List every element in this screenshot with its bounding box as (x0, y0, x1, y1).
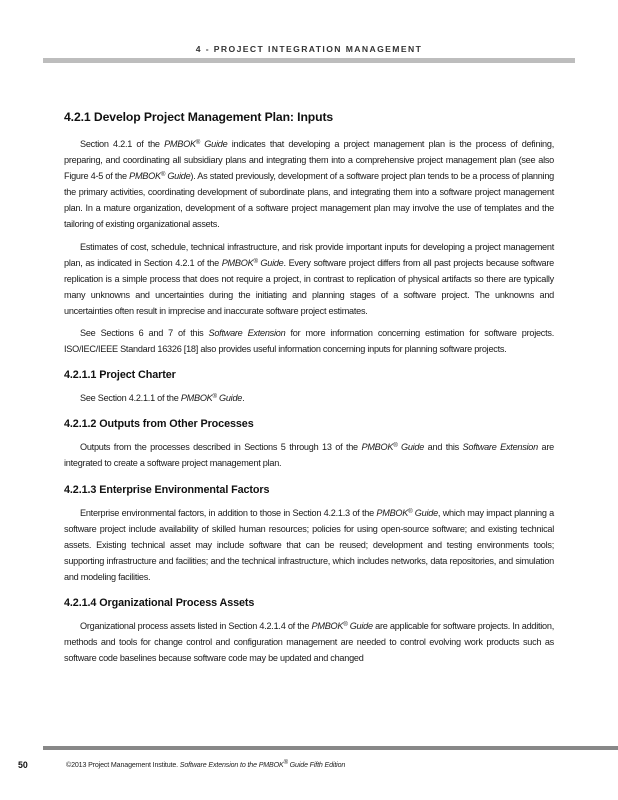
paragraph-project-charter: See Section 4.2.1.1 of the PMBOK® Guide. (80, 393, 245, 404)
paragraph-opa: Organizational process assets listed in Section 4.2.1.4 of the PMBOK® Guide are applicable for software projects. In addition, methods and tools for change control and configuration management are needed to control evolving work products such as software code baselines because software code may be updated and changed (64, 620, 554, 664)
paragraph-outputs: Outputs from the processes described in Sections 5 through 13 of the PMBOK® Guide and this Software Extension are integrated to create a software project management plan. (64, 442, 554, 469)
subsection-title-opa: 4.2.1.4 Organizational Process Assets (64, 596, 255, 609)
section-title: 4.2.1 Develop Project Management Plan: Inputs (64, 110, 334, 124)
paragraph-1: Section 4.2.1 of the PMBOK® Guide indicates that developing a project management plan is the process of defining, preparing, and coordinating all subsidiary plans and integrating them into a comprehensive project management plan (see also Figure 4-5 of the PMBOK® Guide). As stated previously, development of a software project plan tends to be a process of planning the primary activities, coordinating development of subordinate plans, and integrating them into a software project management plan. In a mature organization, development of a software project management plan may involve the use of templates and the tailoring of existing organizational assets. (64, 139, 554, 230)
paragraph-3: See Sections 6 and 7 of this Software Extension for more information concerning estimation for software projects. ISO/IEC/IEEE Standard 16326 [18] also provides useful information concerning inputs for planning software projects. (64, 328, 554, 355)
footer-rule (43, 746, 618, 750)
page-content (64, 110, 554, 672)
subsection-title-outputs: 4.2.1.2 Outputs from Other Processes (64, 418, 254, 431)
page-number: 50 (18, 760, 28, 770)
subsection-title-project-charter: 4.2.1.1 Project Charter (64, 369, 176, 382)
running-head: 4 - PROJECT INTEGRATION MANAGEMENT (195, 44, 423, 54)
header-rule (43, 58, 575, 63)
paragraph-eef: Enterprise environmental factors, in addition to those in Section 4.2.1.3 of the PMBOK® Guide, which may impact planning a software project include availability of skilled human resources; policies for using open-source software; and existing technical assets. Existing technical asset may include software that can be reused; development and testing environments tools; supporting infrastructure and facilities; and the technical infrastructure, which includes networks, data repositories, and simulation and modeling facilities. (64, 507, 555, 582)
subsection-title-eef: 4.2.1.3 Enterprise Environmental Factors (64, 483, 270, 496)
footer-copyright: ©2013 Project Management Institute. Software Extension to the PMBOK® Guide Fifth Edition (66, 760, 346, 769)
paragraph-2: Estimates of cost, schedule, technical infrastructure, and risk provide important inputs for developing a project management plan, as indicated in Section 4.2.1 of the PMBOK® Guide. Every software project differs from all past projects because software replication is a simple process that does not require a project, in contrast to replication of physical artifacts so there are typically many unknowns and uncertainties during the initiating and planning stages of a software project. The unknowns and uncertainties often result in imprecise and inaccurate software project estimates. (64, 241, 554, 316)
